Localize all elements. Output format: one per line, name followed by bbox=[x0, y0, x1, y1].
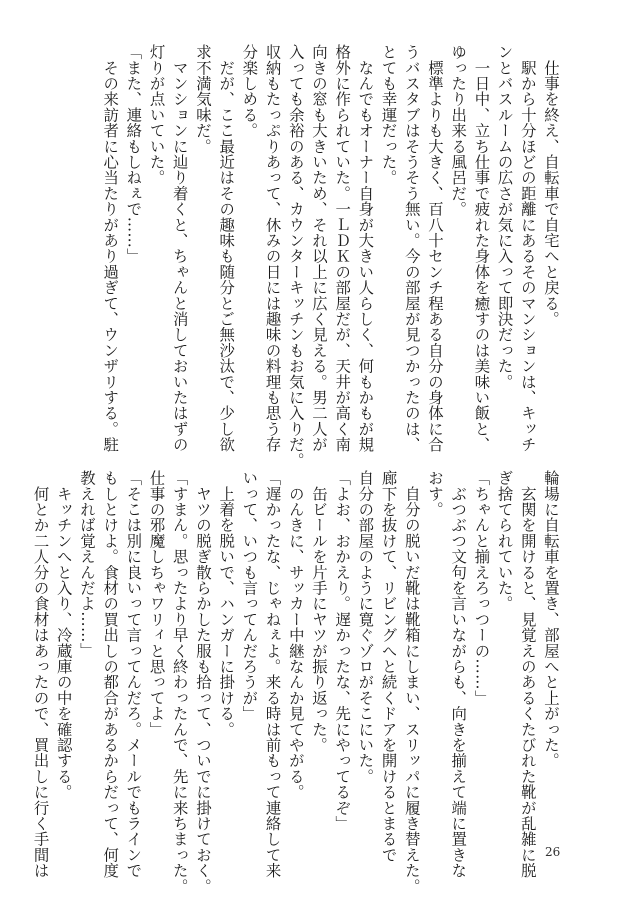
text-line: 向きの窓も大きいため、それ以上に広く見える。男二人が bbox=[309, 44, 328, 453]
text-line: ぎ捨てられていた。 bbox=[495, 470, 514, 612]
text-line: なんでもオーナー自身が大きい人らしく、何もかもが規 bbox=[356, 44, 375, 453]
text-line: その来訪者に心当たりがあり過ぎて、ウンザリする。駐 bbox=[101, 44, 120, 453]
text-line: 一日中、立ち仕事で疲れた身体を癒すのは美味い飯と、 bbox=[472, 44, 491, 453]
text-line: 「遅かったな、じゃねぇよ。来る時は前もって連絡して来 bbox=[263, 470, 282, 879]
text-line: 灯りが点いていた。 bbox=[147, 44, 166, 186]
text-line: 上着を脱いで、ハンガーに掛ける。 bbox=[217, 470, 236, 737]
text-line: マンションに辿り着くと、ちゃんと消しておいたはずの bbox=[170, 44, 189, 453]
text-line: キッチンへと入り、冷蔵庫の中を確認する。 bbox=[54, 470, 73, 800]
text-line: 格外に作られていた。一ＬＤＫの部屋だが、天井が高く南 bbox=[333, 44, 352, 453]
text-line: ゆったり出来る風呂だ。 bbox=[449, 44, 468, 217]
text-line: 入っても余裕のある、カウンターキッチンもお気に入りだ。 bbox=[286, 44, 305, 468]
text-line: 輪場に自転車を置き、部屋へと上がった。 bbox=[542, 470, 560, 769]
text-line: とても幸運だった。 bbox=[379, 44, 398, 186]
text-line: 標準よりも大きく、百八十センチ程ある自分の身体に合 bbox=[425, 44, 444, 453]
text-line: 「ちゃんと揃えろっつーの……」 bbox=[472, 470, 491, 706]
text-line: 自分の脱いだ靴は靴箱にしまい、スリッパに履き替えた。 bbox=[402, 470, 421, 894]
text-line: 仕事を終え、自転車で自宅へと戻る。 bbox=[542, 44, 560, 327]
text-line: 「よお、おかえり。遅かったな、先にやってるぞ」 bbox=[333, 470, 352, 832]
text-line: 収納もたっぷりあって、休みの日には趣味の料理も思う存 bbox=[263, 44, 282, 453]
text-line: のんきに、サッカー中継なんか見てやがる。 bbox=[286, 470, 305, 800]
text-line: だが、ここ最近はその趣味も随分とご無沙汰で、少し欲 bbox=[217, 44, 236, 453]
text-line: 仕事の邪魔しちゃワリィと思ってよ」 bbox=[147, 470, 166, 737]
text-line: 求不満気味だ。 bbox=[193, 44, 212, 154]
text-line: ぶつぶつ文句を言いながらも、向きを揃えて端に置きな bbox=[449, 470, 468, 879]
text-line: 自分の部屋のように寛ぐゾロがそこにいた。 bbox=[356, 470, 375, 784]
text-line: 分楽しめる。 bbox=[240, 44, 259, 139]
text-line: おす。 bbox=[425, 470, 444, 518]
text-block-upper bbox=[98, 44, 562, 468]
text-line: 「そこは別に良いって言ってんだろ。メールでもラインで bbox=[124, 470, 143, 879]
text-line: うバスタブはそうそう無い。今の部屋が見つかったのは、 bbox=[402, 44, 421, 453]
text-line: 教えれば覚えんだよ……」 bbox=[77, 470, 96, 659]
text-line: 玄関を開けると、見覚えのあるくたびれた靴が乱雑に脱 bbox=[518, 470, 537, 879]
text-line: 缶ビールを片手にヤツが振り返った。 bbox=[309, 470, 328, 753]
text-line: 廊下を抜けて、リビングへと続くドアを開けるとまるで bbox=[379, 470, 398, 863]
text-line: いって、いつも言ってんだろうが」 bbox=[240, 470, 259, 722]
text-line: ヤツの脱ぎ散らかした服も拾って、ついでに掛けておく。 bbox=[193, 470, 212, 894]
text-line: 「また、連絡もしねぇで……」 bbox=[124, 44, 143, 264]
text-line: ンとバスルームの広さが気に入って即決だった。 bbox=[495, 44, 514, 390]
text-line: 何とか二人分の食材はあったので、買出しに行く手間は bbox=[31, 470, 50, 879]
text-line: 駅から十分ほどの距離にあるそのマンションは、キッチ bbox=[518, 44, 537, 453]
text-line: 「すまん。思ったより早く終わったんで、先に来ちまった。 bbox=[170, 470, 189, 894]
text-block-lower bbox=[28, 470, 562, 894]
text-line: もしとけよ。食材の買出しの都合があるからだって、何度 bbox=[101, 470, 120, 879]
page-number: 26 bbox=[545, 845, 561, 859]
